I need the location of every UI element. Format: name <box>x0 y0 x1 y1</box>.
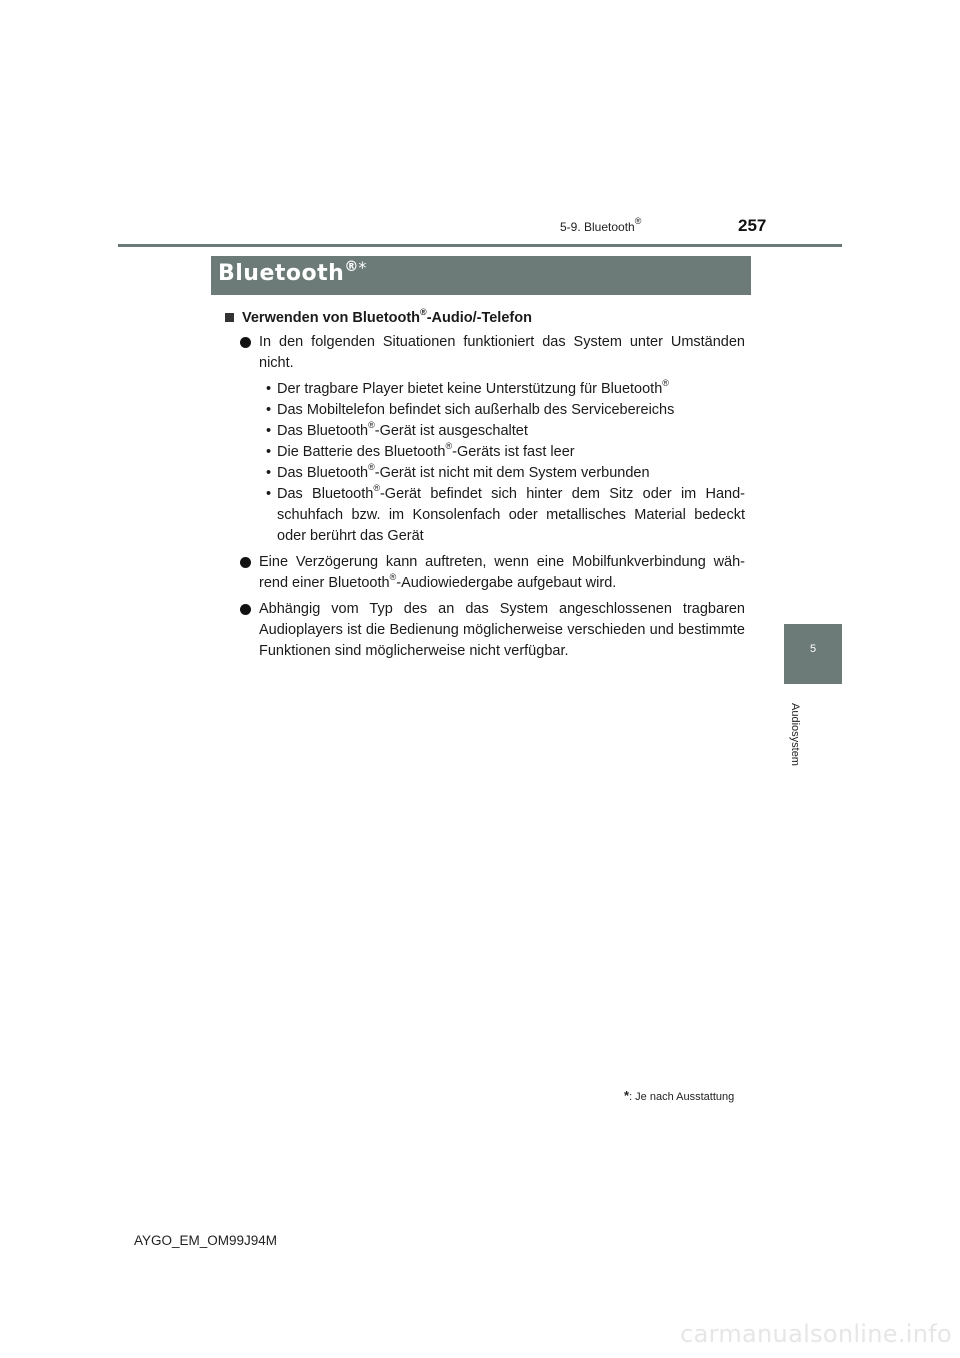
header-divider <box>118 244 842 247</box>
section-header-text: 5-9. Bluetooth <box>560 220 635 234</box>
watermark: carmanualsonline.info <box>680 1320 952 1348</box>
sub-list-item <box>225 463 745 484</box>
subheading-text-2: -Audio/-Telefon <box>426 310 532 326</box>
bullet-dot-icon <box>240 337 251 348</box>
asterisk-icon: * <box>358 258 367 277</box>
reg-mark: ® <box>662 378 669 388</box>
section-header <box>560 216 642 234</box>
reg-mark: ® <box>445 441 453 451</box>
sub-list-item <box>225 442 745 463</box>
reg-mark: ® <box>373 483 380 493</box>
footnote-text: : Je nach Ausstattung <box>629 1091 735 1103</box>
asterisk-icon: * <box>624 1088 630 1103</box>
sub-list-text-suffix: -Geräts ist fast leer <box>452 444 575 460</box>
sub-list-item <box>225 400 745 421</box>
middle-dot-icon: • <box>266 444 272 460</box>
page-title-text: Bluetooth <box>218 261 345 286</box>
sub-list-text-suffix: -Gerät befindet sich hinter dem Sitz oder im Hand-schuhfach bzw. im Konsolenfach oder metallisches Material bedeckt oder berührt das Gerät <box>277 486 746 544</box>
sub-list-text-suffix: -Gerät ist nicht mit dem System verbunden <box>374 465 650 481</box>
sub-list-item <box>225 484 745 547</box>
document-code: AYGO_EM_OM99J94M <box>134 1233 278 1248</box>
bullet-dot-icon <box>240 557 251 568</box>
chapter-label: Audiosystem <box>789 703 801 766</box>
page-title-reg: ® <box>344 259 359 275</box>
middle-dot-icon: • <box>266 381 272 397</box>
middle-dot-icon: • <box>266 423 272 439</box>
chapter-tab <box>784 624 842 684</box>
reg-mark: ® <box>368 420 375 430</box>
bullet-dot-icon <box>240 604 251 615</box>
middle-dot-icon: • <box>266 465 272 481</box>
bullet-item <box>225 552 745 594</box>
page-number: 257 <box>738 216 767 235</box>
sub-list-item <box>225 421 745 442</box>
bullet-item <box>225 332 745 374</box>
bullet-item <box>225 599 745 662</box>
sub-list-text: Das Mobiltelefon befindet sich außerhalb des Servicebereichs <box>277 402 675 418</box>
reg-mark: ® <box>368 462 375 472</box>
bullet-text: In den folgenden Situationen funktioniert das System unter Umständen nicht. <box>259 334 745 371</box>
middle-dot-icon: • <box>266 402 272 418</box>
subheading-reg: ® <box>420 307 427 317</box>
reg-mark: ® <box>389 572 397 582</box>
sub-list-text: Das Bluetooth <box>277 423 369 439</box>
chapter-number: 5 <box>809 643 817 655</box>
bullet-text-suffix: -Audiowiedergabe aufgebaut wird. <box>396 575 617 591</box>
subheading-text-1: Verwenden von Bluetooth <box>242 310 421 326</box>
bullet-text: Eine Verzögerung kann auftreten, wenn eine Mobilfunkverbindung wäh-rend einer Bluetooth <box>259 554 745 591</box>
subheading <box>225 308 745 329</box>
sub-list-text: Das Bluetooth <box>277 465 369 481</box>
sub-list-text-suffix: -Gerät ist ausgeschaltet <box>374 423 528 439</box>
page-title <box>218 258 367 286</box>
sub-list-text: Das Bluetooth <box>277 486 374 502</box>
footnote <box>624 1088 734 1103</box>
bullet-text: Abhängig vom Typ des an das System angeschlossenen tragbaren Audioplayers ist die Bedienung möglicherweise verschieden und bestimmte Funktionen sind möglicherweise nicht verfügbar. <box>259 601 745 659</box>
middle-dot-icon: • <box>266 486 272 502</box>
main-content <box>225 308 745 667</box>
square-bullet-icon <box>225 313 234 322</box>
sub-list-item <box>225 379 745 400</box>
section-header-reg: ® <box>634 216 642 226</box>
sub-list-text: Der tragbare Player bietet keine Unterstützung für Bluetooth <box>277 381 663 397</box>
sub-list-text: Die Batterie des Bluetooth <box>277 444 446 460</box>
